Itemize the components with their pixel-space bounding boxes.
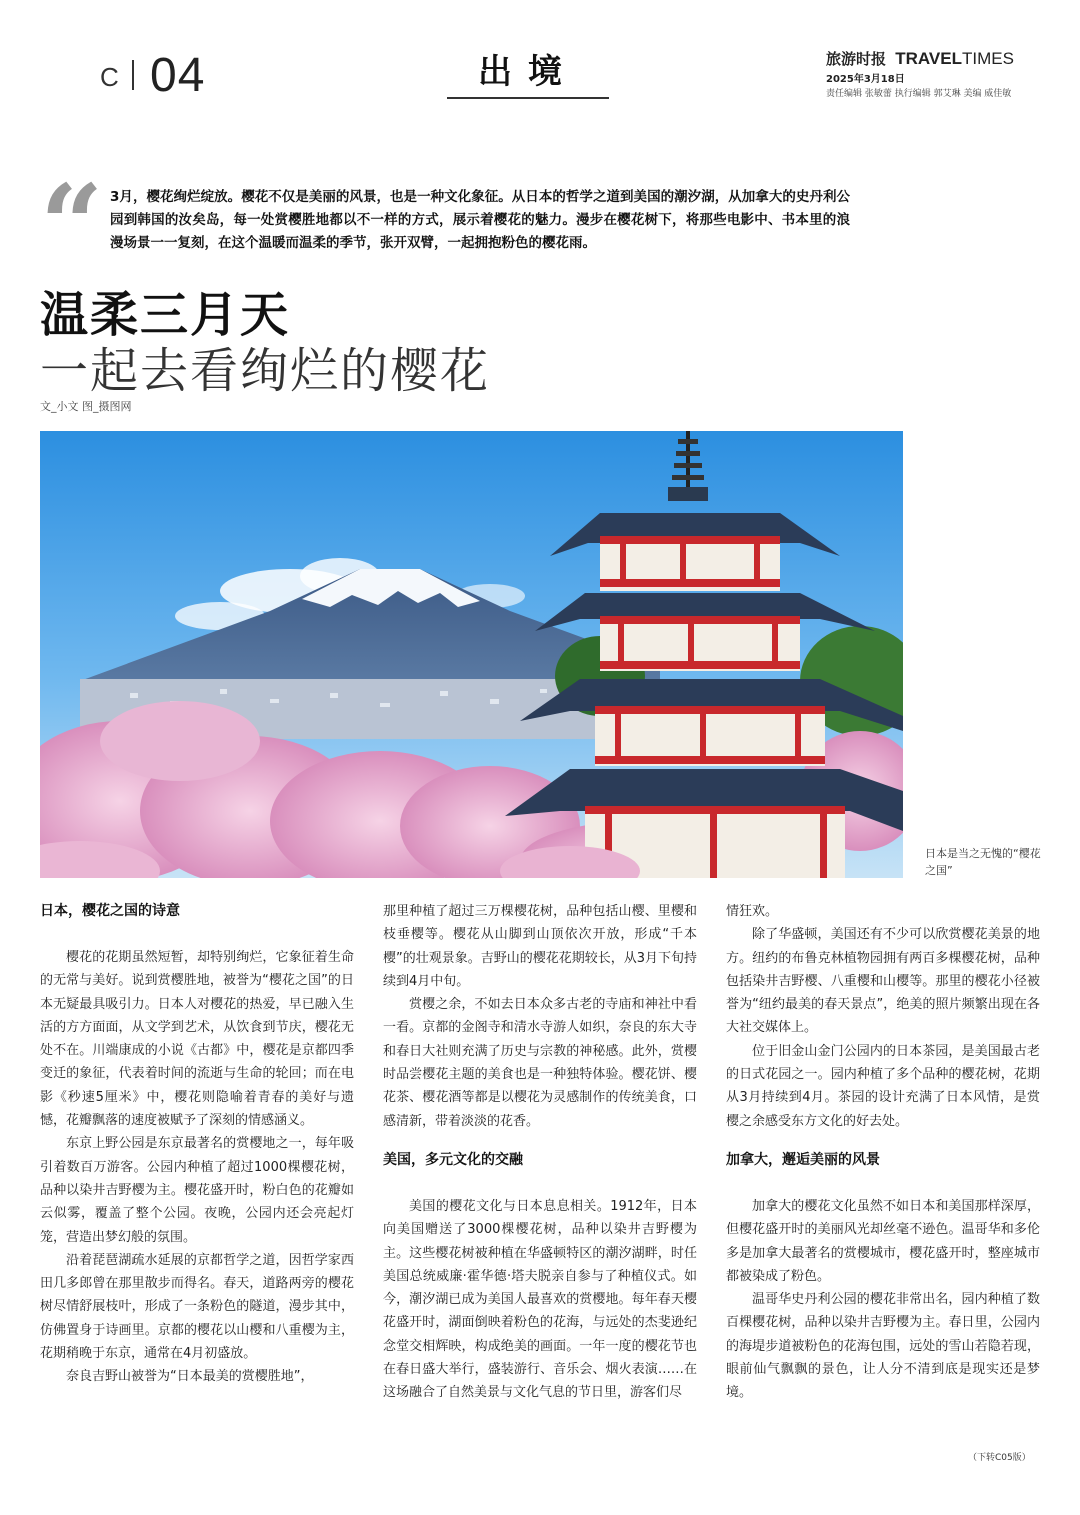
paragraph: 那里种植了超过三万棵樱花树，品种包括山樱、里樱和枝垂樱等。樱花从山脚到山顶依次开放，形成“千本樱”的壮观景象。吉野山的樱花花期较长，从3月下旬持续到4月中旬。	[383, 904, 698, 989]
header-divider	[132, 60, 134, 90]
section-title: 出境	[478, 52, 578, 92]
paper-name-en	[895, 49, 1014, 68]
byline: 文_小文 图_摄图网	[40, 400, 132, 413]
paragraph: 温哥华史丹利公园的樱花非常出名，园内种植了数百棵樱花树，品种以染井吉野樱为主。春日里，公园内的海堤步道被粉色的花海包围，远处的雪山若隐若现，眼前仙气飘飘的景色，让人分不清到底是现实还是梦境。	[726, 1292, 1040, 1401]
paragraph: 赏樱之余，不如去日本众多古老的寺庙和神社中看一看。京都的金阁寺和清水寺游人如织，奈良的东大寺和春日大社则充满了历史与宗教的神秘感。此外，赏樱时品尝樱花主题的美食也是一种独特体验。樱花饼、樱花茶、樱花酒等都是以樱花为灵感制作的传统美食，口感清新，带着淡淡的花香。	[383, 997, 697, 1129]
paragraph: 情狂欢。	[726, 904, 779, 919]
editor-credits: 责任编辑 张敏蕾 执行编辑 郭艾琳 美编 威佳敏	[826, 89, 1012, 99]
photo-caption: 日本是当之无愧的“樱花之国”	[925, 847, 1041, 877]
section-heading-japan: 日本，樱花之国的诗意	[40, 903, 180, 919]
page-number: 04	[150, 49, 206, 102]
publication-date: 2025年3月18日	[826, 74, 905, 85]
paragraph: 樱花的花期虽然短暂，却特别绚烂，它象征着生命的无常与美好。说到赏樱胜地，被誉为“樱花之国”的日本无疑最具吸引力。日本人对樱花的热爱，早已融入生活的方方面面，从文学到艺术，从饮食到节庆，樱花无处不在。川端康成的小说《古都》中，樱花是京都四季变迁的象征，代表着时间的流逝与生命的轮回；而在电影《秒速5厘米》中，樱花则隐喻着青春的美好与遗憾，花瓣飘落的速度被赋予了深刻的情感涵义。	[40, 950, 354, 1129]
paragraph: 东京上野公园是东京最著名的赏樱地之一，每年吸引着数百万游客。公园内种植了超过1000棵樱花树，品种以染井吉野樱为主。樱花盛开时，粉白色的花瓣如云似雾，覆盖了整个公园。夜晚，公园内还会亮起灯笼，营造出梦幻般的氛围。	[40, 1136, 354, 1245]
edition-letter: C	[100, 62, 125, 92]
masthead	[826, 48, 1014, 69]
lead-paragraph: 3月，樱花绚烂绽放。樱花不仅是美丽的风景，也是一种文化象征。从日本的哲学之道到美国的潮汐湖，从加拿大的史丹利公园到韩国的汝矣岛，每一处赏樱胜地都以不一样的方式，展示着樱花的魅力。漫步在樱花树下，将那些电影中、书本里的浪漫场景一一复刻，在这个温暖而温柔的季节，张开双臂，一起拥抱粉色的樱花雨。	[110, 189, 850, 251]
article-column-3	[726, 900, 1040, 1405]
quote-mark-icon: “	[40, 160, 104, 289]
section-heading-canada: 加拿大，邂逅美丽的风景	[726, 1151, 880, 1168]
section-heading-usa: 美国，多元文化的交融	[383, 1151, 523, 1168]
paper-name-en-bold: TRAVEL	[895, 49, 962, 68]
paragraph: 位于旧金山金门公园内的日本茶园，是美国最古老的日式花园之一。园内种植了多个品种的樱花树，花期从3月持续到4月。茶园的设计充满了日本风情，是赏樱之余感受东方文化的好去处。	[726, 1043, 1040, 1129]
paper-name-cn: 旅游时报	[826, 50, 887, 68]
headline-line1: 温柔三月天	[40, 287, 291, 343]
article-column-1	[40, 900, 354, 1389]
cherry-blossom-pagoda-photo	[40, 431, 903, 878]
paragraph: 加拿大的樱花文化虽然不如日本和美国那样深厚，但樱花盛开时的美丽风光却丝毫不逊色。温哥华和多伦多是加拿大最著名的赏樱城市，樱花盛开时，整座城市都被染成了粉色。	[726, 1198, 1040, 1284]
article-column-2	[383, 900, 697, 1405]
section-underline	[447, 97, 609, 99]
continued-note: （下转C05版）	[968, 1453, 1031, 1463]
paragraph: 美国的樱花文化与日本息息相关。1912年，日本向美国赠送了3000棵樱花树，品种以染井吉野樱为主。这些樱花树被种植在华盛顿特区的潮汐湖畔，时任美国总统威廉·霍华德·塔夫脱亲自参与了种植仪式。如今，潮汐湖已成为美国人最喜欢的赏樱地。每年春天樱花盛开时，湖面倒映着粉色的花海，与远处的杰斐逊纪念堂交相辉映，构成绝美的画面。一年一度的樱花节也在春日盛大举行，盛装游行、音乐会、烟火表演……在这场融合了自然美景与文化气息的节日里，游客们尽	[383, 1198, 697, 1401]
headline-line2: 一起去看绚烂的樱花	[40, 343, 491, 399]
paragraph: 除了华盛顿，美国还有不少可以欣赏樱花美景的地方。纽约的布鲁克林植物园拥有两百多棵樱花树，品种包括染井吉野樱、八重樱和山樱等。那里的樱花小径被誉为“纽约最美的春天景点”，绝美的照片频繁出现在各大社交媒体上。	[726, 927, 1040, 1036]
paragraph: 沿着琵琶湖疏水延展的京都哲学之道，因哲学家西田几多郎曾在那里散步而得名。春天，道路两旁的樱花树尽情舒展枝叶，形成了一条粉色的隧道，漫步其中，仿佛置身于诗画里。京都的樱花以山樱和八重樱为主，花期稍晚于东京，通常在4月初盛放。	[40, 1252, 354, 1362]
paper-name-en-light: TIMES	[962, 49, 1014, 68]
paragraph: 奈良吉野山被誉为“日本最美的赏樱胜地”，	[66, 1369, 314, 1385]
